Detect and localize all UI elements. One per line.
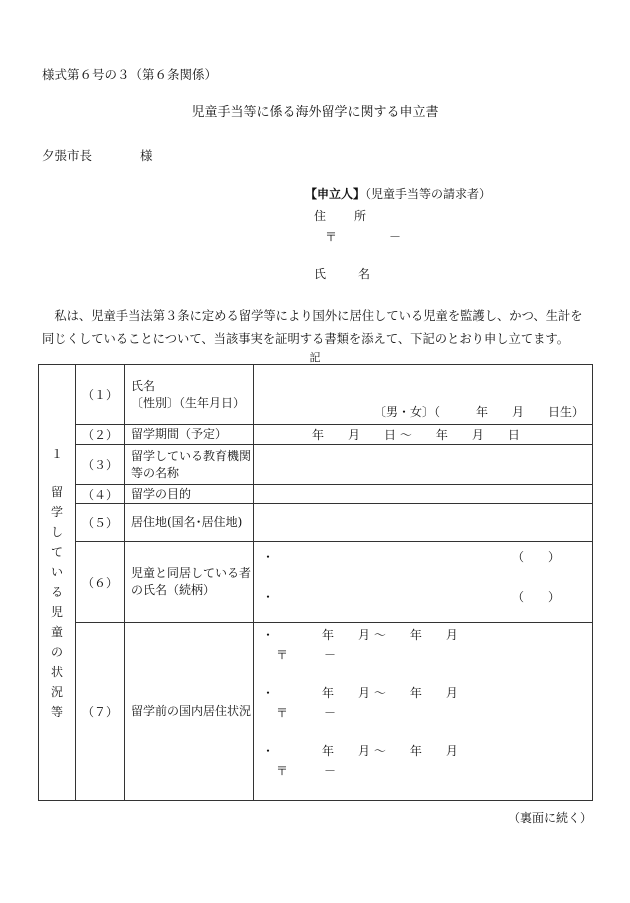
row-label-cohabitant: 児童と同居している者の氏名（続柄） (125, 542, 254, 623)
address-label: 住 所 (314, 209, 375, 223)
table-row (39, 425, 593, 445)
applicant-postal (325, 231, 401, 243)
row-number: （１） (76, 365, 125, 425)
section-title-char: 等 (50, 705, 63, 719)
relation-bracket: （ ） (512, 590, 561, 604)
applicant-heading (305, 188, 491, 200)
section-title-char: い (50, 565, 63, 579)
study-period-cell[interactable]: 年 月 日 ～ 年 月 日 (254, 425, 593, 445)
gender-birthdate: 〔男・女〕（ 年 月 日生） (373, 405, 584, 419)
document-title: 児童手当等に係る海外留学に関する申立書 (191, 105, 439, 120)
applicant-note: （児童手当等の請求者） (365, 187, 492, 201)
row-label-residence: 居住地(国名･居住地) (125, 504, 254, 542)
ki-label: 記 (309, 351, 321, 364)
section-title-char: 況 (50, 685, 63, 699)
row-number: （７） (76, 623, 125, 801)
section-title-char: 留 (50, 485, 63, 499)
row-number: （３） (76, 445, 125, 485)
row-label-purpose: 留学の目的 (125, 485, 254, 504)
section-title-char: し (50, 525, 63, 539)
row-label-domestic-residence: 留学前の国内居住状況 (125, 623, 254, 801)
name-input-cell[interactable] (254, 365, 593, 425)
residence-entry: ・ 年 月 ～ 年 月 〒 － (262, 686, 458, 720)
section-title-char: 学 (50, 505, 63, 519)
section-number: １ (50, 447, 63, 461)
residence-entry: ・ 年 月 ～ 年 月 〒 － (262, 744, 458, 778)
table-row (39, 504, 593, 542)
addressee (42, 150, 153, 163)
cohabitant-entry: ・ (262, 590, 275, 604)
section-title-char: て (50, 545, 63, 559)
section-title-char: 児 (50, 605, 63, 619)
cohabitant-entry: ・ (262, 550, 275, 564)
section-title-char: 童 (50, 625, 63, 639)
row-label-name: 氏名 〔性別〕（生年月日） (125, 365, 254, 425)
row-number: （２） (76, 425, 125, 445)
section-title-char: る (50, 585, 63, 599)
postal-dash: － (389, 230, 402, 244)
row-number: （６） (76, 542, 125, 623)
addressee-city: 夕張市長 (42, 148, 93, 163)
relation-bracket: （ ） (512, 550, 561, 564)
name-label: 氏 名 (314, 267, 381, 281)
row-label-institution: 留学している教育機関等の名称 (125, 445, 254, 485)
table-row (39, 542, 593, 623)
form-number: 様式第６号の３（第６条関係） (42, 67, 218, 82)
row-number: （５） (76, 504, 125, 542)
table-row (39, 445, 593, 485)
student-status-table (38, 364, 593, 801)
section-title-char: の (50, 645, 63, 659)
table-row (39, 623, 593, 801)
section-title-char: 状 (50, 665, 63, 679)
domestic-residence-input-cell[interactable] (254, 623, 593, 801)
declaration-text: 私は、児童手当法第３条に定める留学等により国外に居住している児童を監護し、かつ、生計を同じくしていることについて、当該事実を証明する書類を添えて、下記のとおり申し立てます。 (42, 309, 583, 346)
row-label-period: 留学期間（予定） (125, 425, 254, 445)
addressee-honorific: 様 (140, 148, 153, 163)
purpose-input-cell[interactable] (254, 485, 593, 504)
continued-on-back: （裏面に続く） (508, 811, 593, 825)
residence-input-cell[interactable] (254, 504, 593, 542)
table-row (39, 365, 593, 425)
row-number: （４） (76, 485, 125, 504)
cohabitant-input-cell[interactable] (254, 542, 593, 623)
table-row (39, 485, 593, 504)
section-cell (39, 365, 76, 801)
applicant-label: 【申立人】 (305, 187, 366, 201)
postal-mark: 〒 (325, 230, 338, 244)
institution-input-cell[interactable] (254, 445, 593, 485)
residence-entry: ・ 年 月 ～ 年 月 〒 － (262, 628, 458, 662)
